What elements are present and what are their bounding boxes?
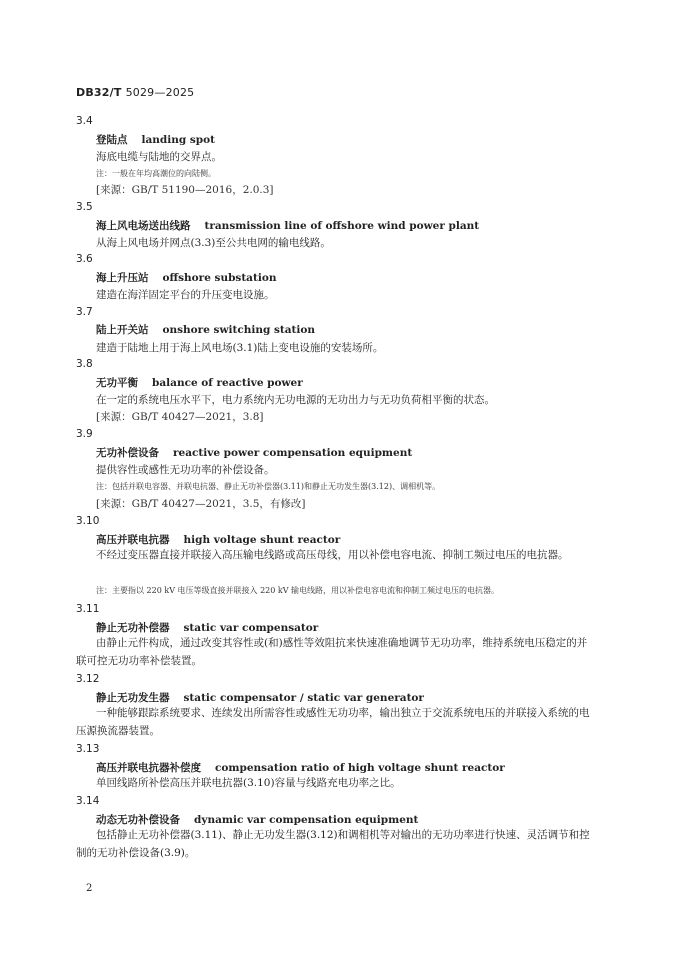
term-zh: 静止无功补偿器 xyxy=(96,622,170,634)
term-definition: 海底电缆与陆地的交界点。 xyxy=(96,151,222,163)
term-note: 注：包括并联电容器、并联电抗器、静止无功补偿器(3.11)和静止无功发生器(3.12)、调相机等。 xyxy=(96,482,441,491)
term-heading xyxy=(96,760,505,775)
term-zh: 陆上开关站 xyxy=(96,324,149,336)
standard-code-prefix: DB32/T xyxy=(76,86,122,99)
term-heading xyxy=(96,270,276,285)
standard-code-header xyxy=(76,86,194,99)
clause-number: 3.4 xyxy=(76,115,93,127)
clause-number: 3.5 xyxy=(76,201,93,213)
term-definition: 建造于陆地上用于海上风电场(3.1)陆上变电设施的安装场所。 xyxy=(96,342,384,354)
term-heading xyxy=(96,445,412,460)
clause-number: 3.14 xyxy=(76,795,100,807)
term-definition: 由静止元件构成，通过改变其容性或(和)感性等效阻抗来快速准确地调节无功功率，维持系统电压稳定的并联可控无功功率补偿装置。 xyxy=(76,637,588,667)
term-definition: 一种能够跟踪系统要求、连续发出所需容性或感性无功功率，输出独立于交流系统电压的并联接入系统的电压源换流器装置。 xyxy=(76,707,590,737)
term-zh: 无功平衡 xyxy=(96,377,138,389)
term-zh: 海上风电场送出线路 xyxy=(96,220,191,232)
term-en: balance of reactive power xyxy=(152,377,303,389)
term-definition: 从海上风电场并网点(3.3)至公共电网的输电线路。 xyxy=(96,237,331,249)
term-heading xyxy=(96,812,418,827)
term-definition: 提供容性或感性无功功率的补偿设备。 xyxy=(96,464,275,476)
term-definition: 建造在海洋固定平台的升压变电设施。 xyxy=(96,289,275,301)
clause-number: 3.9 xyxy=(76,428,93,440)
term-zh: 高压并联电抗器 xyxy=(96,534,170,546)
term-note: 注：一般在年均高潮位的向陆侧。 xyxy=(96,169,216,178)
term-heading xyxy=(96,218,479,233)
clause-number: 3.7 xyxy=(76,306,93,318)
standard-code-number: 5029—2025 xyxy=(125,86,195,99)
term-en: compensation ratio of high voltage shunt reactor xyxy=(215,762,505,774)
term-definition: 单回线路所补偿高压并联电抗器(3.10)容量与线路充电功率之比。 xyxy=(96,777,401,789)
term-heading xyxy=(96,375,303,390)
term-zh: 静止无功发生器 xyxy=(96,692,170,704)
term-definition: 包括静止无功补偿器(3.11)、静止无功发生器(3.12)和调相机等对输出的无功功率进行快速、灵活调节和控制的无功补偿设备(3.9)。 xyxy=(76,829,590,859)
term-note: 注：主要指以 220 kV 电压等级直接并联接入 220 kV 输电线路，用以补偿电容电流和抑制工频过电压的电抗器。 xyxy=(96,586,500,595)
term-en: onshore switching station xyxy=(162,324,316,336)
term-source: [来源：GB/T 51190—2016，2.0.3] xyxy=(96,184,274,196)
term-definition: 在一定的系统电压水平下，电力系统内无功电源的无功出力与无功负荷相平衡的状态。 xyxy=(96,394,495,406)
term-en: offshore substation xyxy=(162,272,277,284)
term-heading xyxy=(96,620,318,635)
clause-number: 3.8 xyxy=(76,358,93,370)
clause-number: 3.12 xyxy=(76,673,100,685)
term-zh: 高压并联电抗器补偿度 xyxy=(96,762,201,774)
term-zh: 海上升压站 xyxy=(96,272,149,284)
term-zh: 登陆点 xyxy=(96,134,128,146)
term-source: [来源：GB/T 40427—2021，3.5，有修改] xyxy=(96,498,306,510)
clause-number: 3.13 xyxy=(76,743,100,755)
term-heading xyxy=(96,532,340,547)
term-heading xyxy=(96,132,215,147)
term-zh: 无功补偿设备 xyxy=(96,447,159,459)
page-number: 2 xyxy=(86,883,93,894)
term-source: [来源：GB/T 40427—2021，3.8] xyxy=(96,411,264,423)
term-en: static var compensator xyxy=(183,622,319,634)
term-heading xyxy=(96,322,315,337)
term-en: high voltage shunt reactor xyxy=(183,534,341,546)
clause-number: 3.11 xyxy=(76,603,100,615)
term-en: landing spot xyxy=(141,134,215,146)
term-en: static compensator / static var generator xyxy=(183,692,424,704)
term-en: reactive power compensation equipment xyxy=(173,447,413,459)
term-zh: 动态无功补偿设备 xyxy=(96,814,180,826)
term-en: transmission line of offshore wind power plant xyxy=(204,220,480,232)
term-definition: 不经过变压器直接并联接入高压输电线路或高压母线，用以补偿电容电流、抑制工频过电压的电抗器。 xyxy=(96,549,569,561)
clause-number: 3.6 xyxy=(76,253,93,265)
term-heading xyxy=(96,690,424,705)
term-en: dynamic var compensation equipment xyxy=(194,814,419,826)
clause-number: 3.10 xyxy=(76,515,100,527)
